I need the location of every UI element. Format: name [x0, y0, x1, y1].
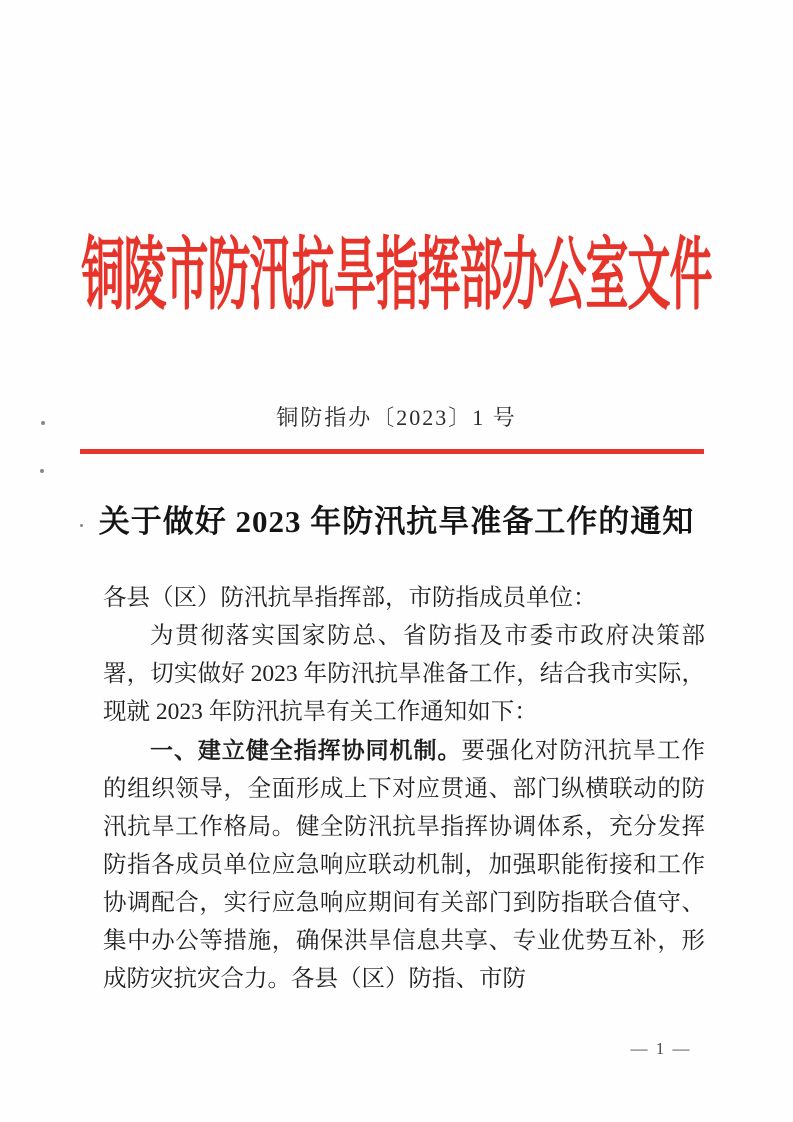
document-body [103, 579, 705, 998]
paragraph-text: 为贯彻落实国家防总、省防指及市委市政府决策部署，切实做好 2023 年防汛抗旱准备工作，结合我市实际，现就 2023 年防汛抗旱有关工作通知如下： [103, 623, 705, 725]
paragraph [103, 731, 705, 998]
paragraph-bold-lead: 一、建立健全指挥协同机制。 [150, 737, 462, 763]
red-header-org-title: 铜陵市防汛抗旱指挥部办公室文件 [81, 233, 712, 321]
scan-speckle [40, 469, 44, 473]
page-number: — 1 — [630, 1039, 692, 1058]
scan-speckle [41, 421, 45, 425]
paragraph-text: 要强化对防汛抗旱工作的组织领导，全面形成上下对应贯通、部门纵横联动的防汛抗旱工作格局。健全防汛抗旱指挥协调体系，充分发挥防指各成员单位应急响应联动机制，加强职能衔接和工作协调配合，实行应急响应期间有关部门到防指联合值守、集中办公等措施，确保洪旱信息共享、专业优势互补，形成防灾抗灾合力。各县（区）防指、市防 [103, 738, 706, 992]
scan-speckle [80, 524, 83, 527]
salutation-line: 各县（区）防汛抗旱指挥部，市防指成员单位： [103, 585, 597, 611]
document-title: 关于做好 2023 年防汛抗旱准备工作的通知 [98, 504, 695, 539]
paragraph [103, 617, 705, 731]
red-divider-rule [80, 449, 704, 454]
document-number: 铜防指办〔2023〕1 号 [276, 405, 517, 430]
